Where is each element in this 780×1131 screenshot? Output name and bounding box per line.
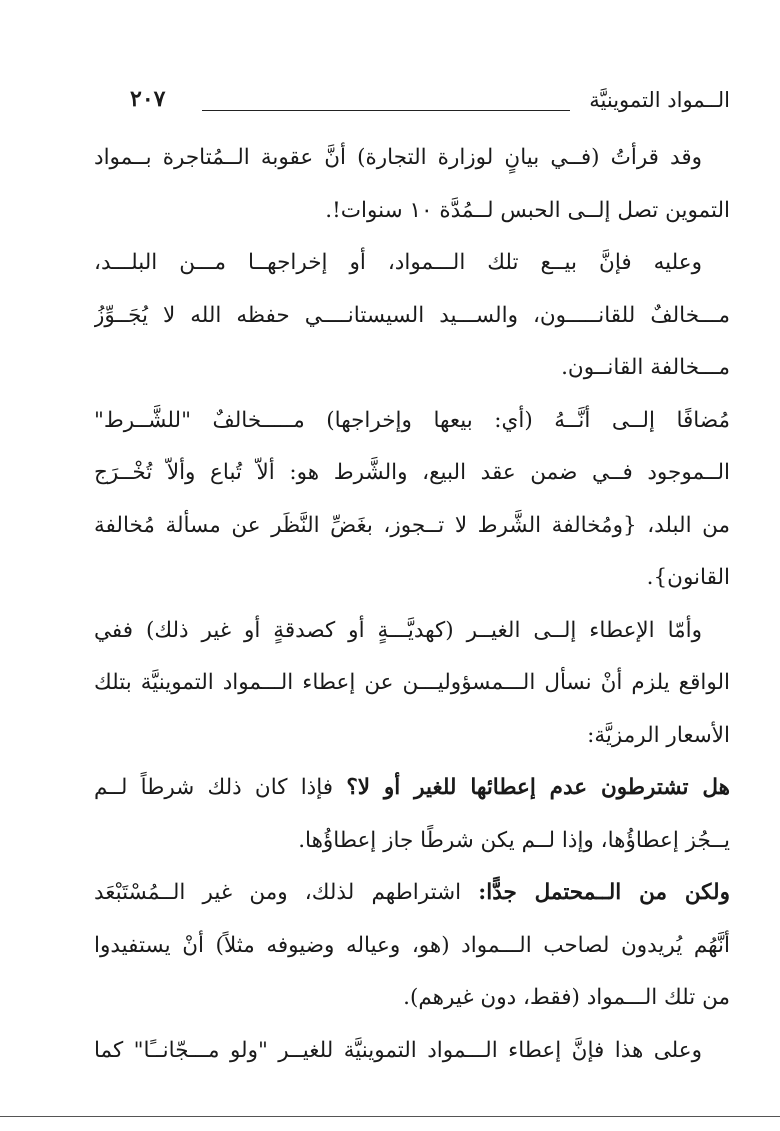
line-text: من تلك الـــمواد (فقط، دون غيرهم). [403,985,730,1010]
text-line [94,342,730,395]
line-text: من البلد، {ومُخالفة الشَّرط لا تــجوز، بغَضِّ النَّظَر عن مسألة مُخالفة [94,512,730,538]
text-line [94,657,730,710]
text-line [94,500,730,553]
bottom-rule [0,1116,780,1117]
line-text: مـــخالفة القانــون. [561,355,730,380]
text-line [94,395,730,448]
line-text: وأمّا الإعطاء إلــى الغيــر (كهديَّـــةٍ أو كصدقةٍ أو غير ذلك) ففي [94,617,702,643]
bold-question: ولكن من الــمحتمل جدًّا: [478,880,730,905]
line-text: الــموجود فــي ضمن عقد البيع، والشَّرط هو: ألاّ تُباع وألاّ تُخْــرَج [94,460,730,485]
running-header [110,88,730,122]
line-text: القانون}. [646,565,730,590]
line-text: الواقع يلزم أنْ نسأل الـــمسؤوليـــن عن إعطاء الـــمواد التموينيَّة بتلك [94,670,730,695]
text-line [94,132,730,185]
text-line [94,762,730,815]
text-line [94,290,730,343]
text-line [94,815,730,868]
line-text: وقد قرأتُ (فــي بيانٍ لوزارة التجارة) أنَّ عقوبة الــمُتاجرة بــمواد [94,145,702,170]
text-line [94,1025,730,1078]
text-line [94,920,730,973]
line-text: مُضافًا إلــى أنَّــهُ (أي: بيعها وإخراجها) مـــــخالفٌ "للشَّــرط" [94,407,730,433]
line-text: يــجُز إعطاؤُها، وإذا لــم يكن شرطًا جاز إعطاؤُها. [298,827,730,853]
text-line [94,867,730,920]
line-text: وعليه فإنَّ بيــع تلك الـــمواد، أو إخراجهــا مـــن البلـــد، [94,250,702,275]
line-text: فإذا كان ذلك شرطاً لــم [94,775,347,800]
text-line [94,185,730,238]
line-text: مـــخالفٌ للقانـــــون، والســـيد السيستانــــي حفظه الله لا يُجَــوِّزُ [94,302,730,328]
text-line [94,447,730,500]
line-text: أنَّهُم يُريدون لصاحب الـــمواد (هو، وعياله وضيوفه مثلاً) أنْ يستفيدوا [94,932,730,958]
line-text: الأسعار الرمزيَّة: [587,722,730,748]
text-line [94,237,730,290]
text-line [94,972,730,1025]
line-text: اشتراطهم لذلك، ومن غير الــمُسْتَبْعَد [94,880,479,905]
body-text [94,132,730,1077]
bold-question: هل تشترطون عدم إعطائها للغير أو لا؟ [346,775,730,800]
text-line [94,710,730,763]
line-text: التموين تصل إلــى الحبس لــمُدَّة ١٠ سنوات!. [325,197,730,223]
running-title: الــمواد التموينيَّة [589,88,730,112]
page-number: ٢٠٧ [130,86,166,112]
header-rule [202,110,570,111]
text-line [94,552,730,605]
line-text: وعلى هذا فإنَّ إعطاء الـــمواد التموينيَّة للغيــر "ولو مـــجّانــًا" كما [94,1037,702,1063]
text-line [94,605,730,658]
